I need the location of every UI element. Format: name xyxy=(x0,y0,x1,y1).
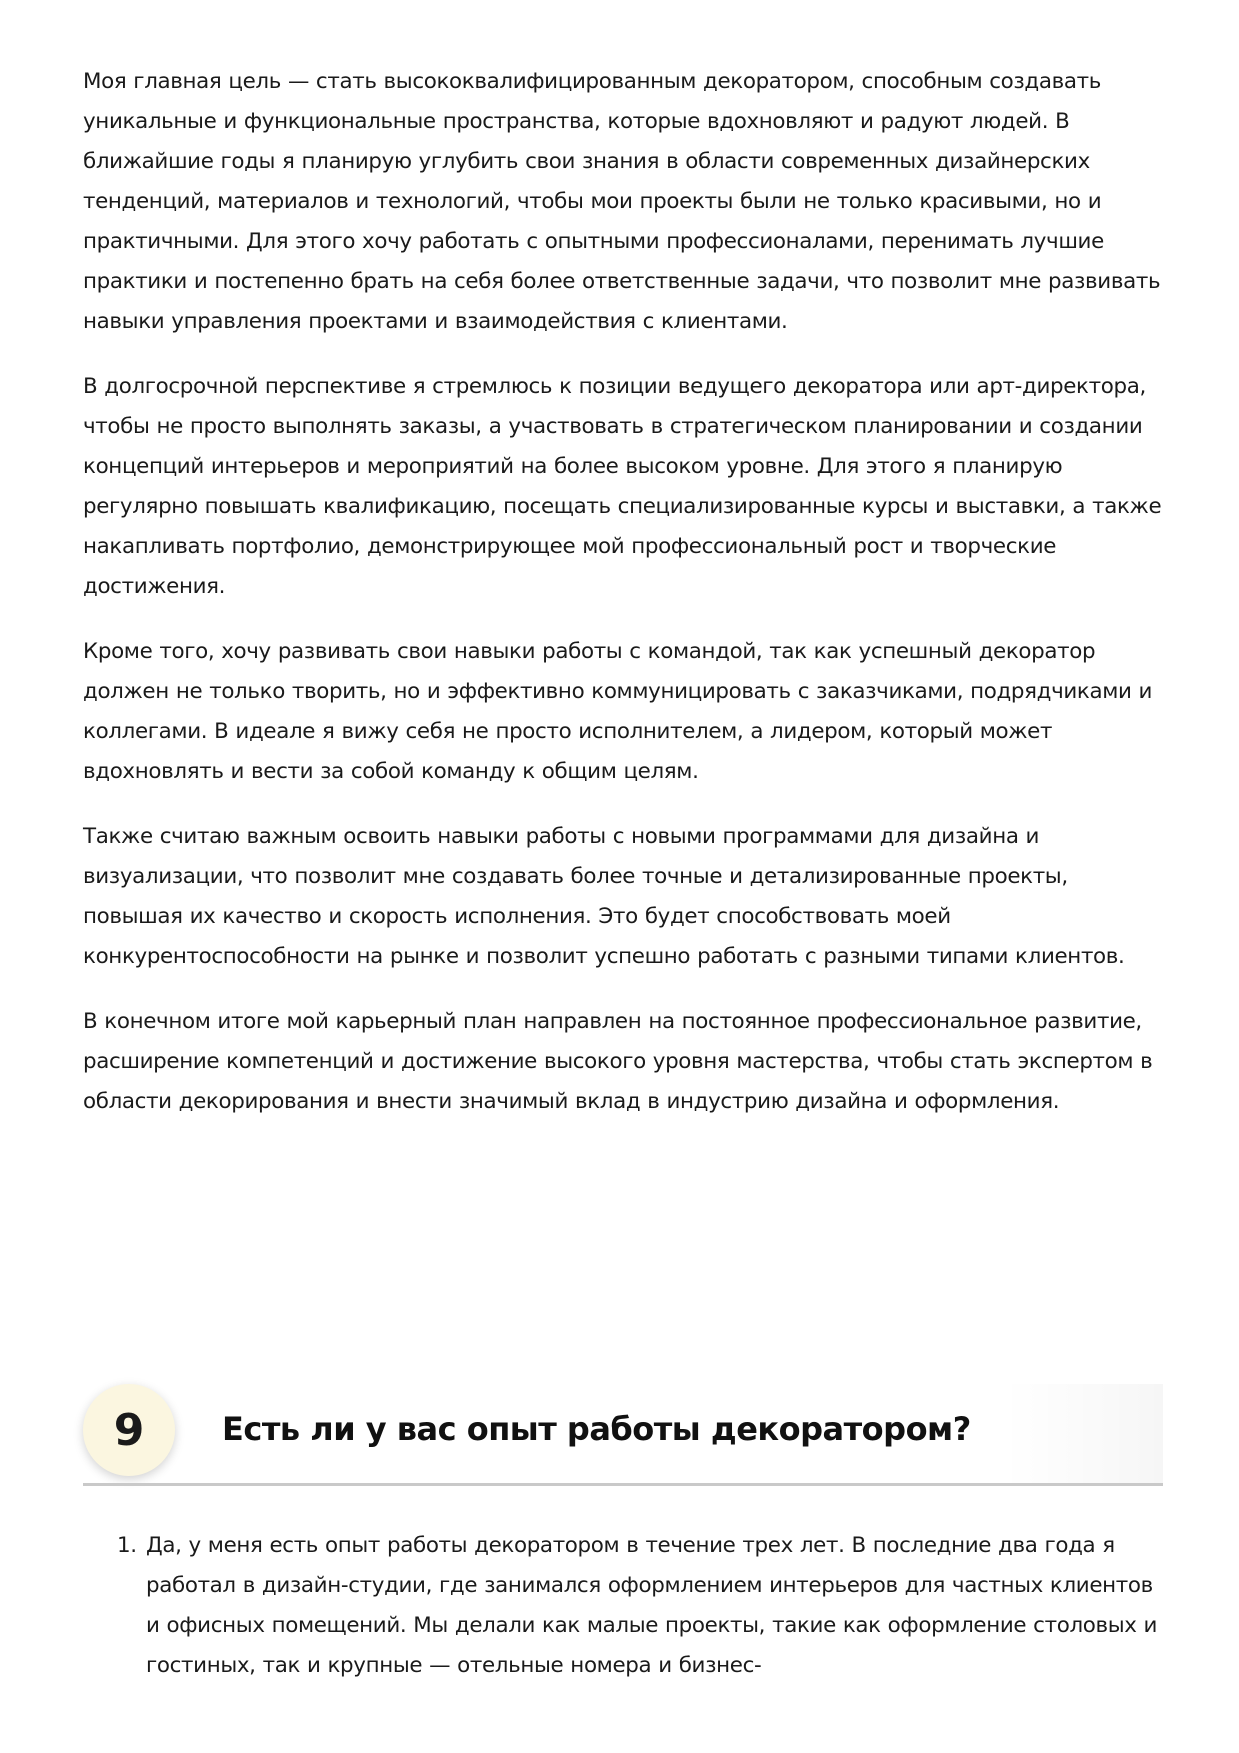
paragraph: Также считаю важным освоить навыки работы с новыми программами для дизайна и визуализации, что позволит мне создавать более точные и детализированные проекты, повышая их качество и скорость исполнения. Это будет способствовать моей конкурентоспособности на рынке и позволит успешно работать с разными типами клиентов. xyxy=(83,824,1125,969)
career-plan-text xyxy=(83,62,1163,1147)
list-item-number: 1. xyxy=(117,1533,137,1558)
paragraph: Моя главная цель — стать высококвалифицированным декоратором, способным создавать уникальные и функциональные пространства, которые вдохновляют и радуют людей. В ближайшие годы я планирую углубить свои знания в области современных дизайнерских тенденций, материалов и технологий, чтобы мои проекты были не только красивыми, но и практичными. Для этого хочу работать с опытными профессионалами, перенимать лучшие практики и постепенно брать на себя более ответственные задачи, что позволит мне развивать навыки управления проектами и взаимодействия с клиентами. xyxy=(83,69,1161,334)
list-item xyxy=(83,1526,1163,1686)
question-number-badge: 9 xyxy=(83,1384,175,1476)
paragraph: В долгосрочной перспективе я стремлюсь к позиции ведущего декоратора или арт-директора, чтобы не просто выполнять заказы, а участвовать в стратегическом планировании и создании концепций интерьеров и мероприятий на более высоком уровне. Для этого я планирую регулярно повышать квалификацию, посещать специализированные курсы и выставки, а также накапливать портфолио, демонстрирующее мой профессиональный рост и творческие достижения. xyxy=(83,374,1162,599)
list-item-text: Да, у меня есть опыт работы декоратором в течение трех лет. В последние два года я работал в дизайн-студии, где занимался оформлением интерьеров для частных клиентов и офисных помещений. Мы делали как малые проекты, такие как оформление столовых и гостиных, так и крупные — отельные номера и бизнес- xyxy=(146,1533,1158,1678)
paragraph: В конечном итоге мой карьерный план направлен на постоянное профессиональное развитие, расширение компетенций и достижение высокого уровня мастерства, чтобы стать экспертом в области декорирования и внести значимый вклад в индустрию дизайна и оформления. xyxy=(83,1009,1153,1114)
header-shade xyxy=(1003,1384,1163,1483)
paragraph: Кроме того, хочу развивать свои навыки работы с командой, так как успешный декоратор должен не только творить, но и эффективно коммуницировать с заказчиками, подрядчиками и коллегами. В идеале я вижу себя не просто исполнителем, а лидером, который может вдохновлять и вести за собой команду к общим целям. xyxy=(83,639,1153,784)
question-header xyxy=(83,1384,1163,1486)
question-title: Есть ли у вас опыт работы декоратором? xyxy=(222,1410,971,1448)
answer-list xyxy=(83,1526,1163,1686)
header-divider xyxy=(83,1483,1163,1486)
